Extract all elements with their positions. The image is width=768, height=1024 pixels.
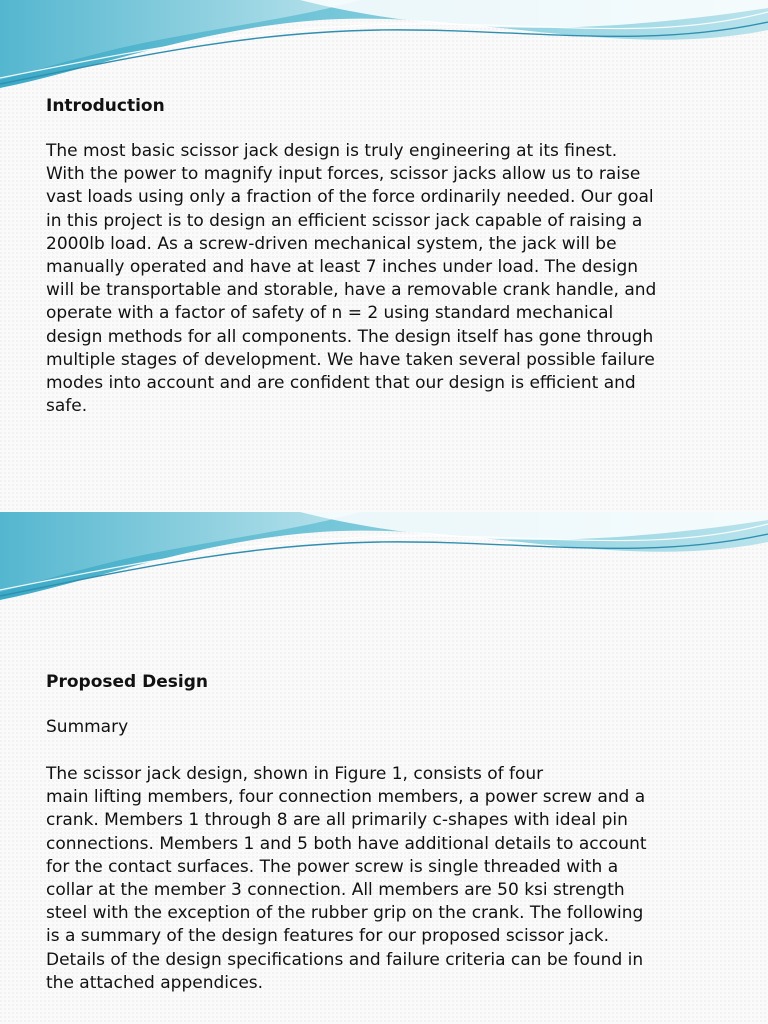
section-heading: Proposed Design [46,672,208,692]
wave-header-decoration [0,0,768,100]
summary-paragraph: The scissor jack design, shown in Figure 1, consists of four main lifting members, four connection members, a power screw and a crank. Members 1 through 8 are all primarily c-shapes with ideal pin connections. Members 1 and 5 both have additional details to account for the contact surfaces. The power screw is single threaded with a collar at the member 3 connection. All members are 50 ksi strength steel with the exception of the rubber grip on the crank. The following is a summary of the design features for our proposed scissor jack. Details of the design specifications and failure criteria can be found in the attached appendices. [46,764,647,993]
section-subheading: Summary [46,717,129,737]
slide-proposed-design [0,512,768,1024]
introduction-paragraph: The most basic scissor jack design is truly engineering at its finest. With the power to magnify input forces, scissor jacks allow us to raise vast loads using only a fraction of the force ordinarily needed. Our goal in this project is to design an efficient scissor jack capable of raising a 2000lb load. As a screw-driven mechanical system, the jack will be manually operated and have at least 7 inches under load. The design will be transportable and storable, have a removable crank handle, and operate with a factor of safety of n = 2 using standard mechanical design methods for all components. The design itself has gone through multiple stages of development. We have taken several possible failure modes into account and are confident that our design is efficient and safe. [46,141,657,417]
wave-header-decoration [0,512,768,612]
section-heading: Introduction [46,96,165,116]
